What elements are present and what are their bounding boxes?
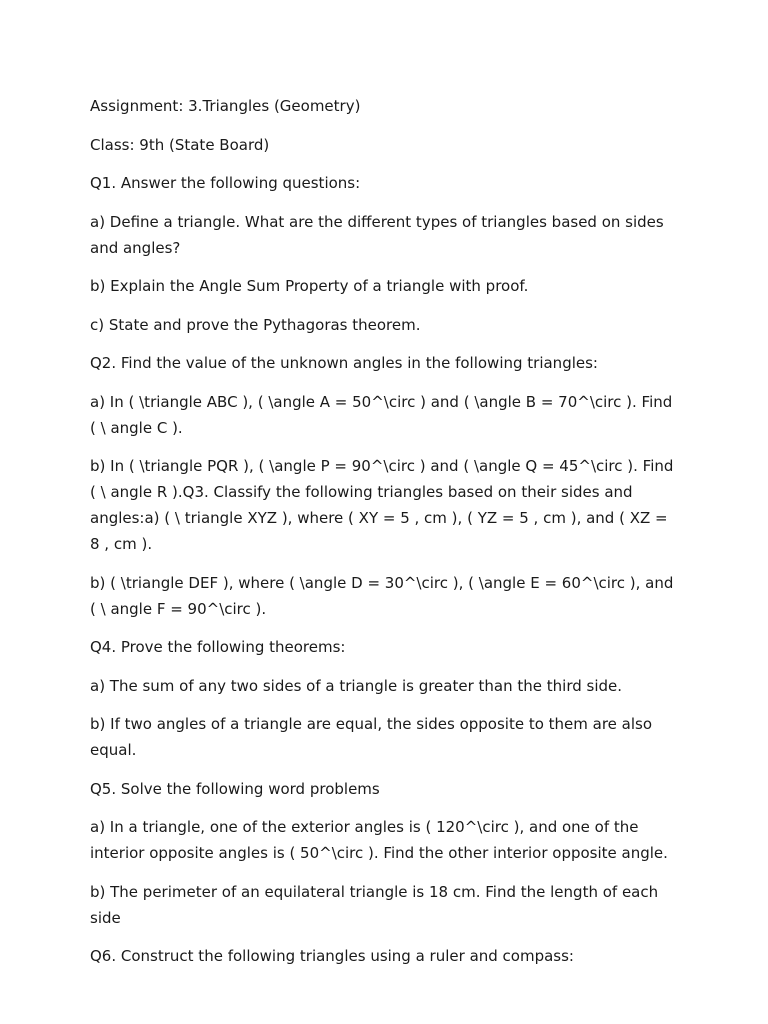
q4-part-b: b) If two angles of a triangle are equal, the sides opposite to them are also equal. <box>90 715 653 759</box>
q2-heading: Q2. Find the value of the unknown angles in the following triangles: <box>90 354 598 372</box>
q1-part-b: b) Explain the Angle Sum Property of a triangle with proof. <box>90 277 529 295</box>
assignment-title: Assignment: 3.Triangles (Geometry) <box>90 97 361 115</box>
q5-part-b: b) The perimeter of an equilateral triangle is 18 cm. Find the length of each side <box>90 882 659 927</box>
q4-heading: Q4. Prove the following theorems: <box>90 638 346 656</box>
q5-part-a: a) In a triangle, one of the exterior angles is ( 120^\circ ), and one of the interior opposite angles is ( 50^\circ ). Find the other interior opposite angle. <box>90 818 668 862</box>
q2-part-a: a) In ( \triangle ABC ), ( \angle A = 50^\circ ) and ( \angle B = 70^\circ ). Find ( \ angle C ). <box>90 392 673 437</box>
q1-part-c: c) State and prove the Pythagoras theorem. <box>90 315 421 334</box>
q1-heading: Q1. Answer the following questions: <box>90 174 361 192</box>
q1-part-a: a) Define a triangle. What are the different types of triangles based on sides and angles? <box>90 212 664 257</box>
q4-part-a: a) The sum of any two sides of a triangle is greater than the third side. <box>90 676 623 695</box>
q6-heading: Q6. Construct the following triangles using a ruler and compass: <box>90 947 574 965</box>
document-page <box>90 93 680 982</box>
q2-part-b-q3-part-a: b) In ( \triangle PQR ), ( \angle P = 90^\circ ) and ( \angle Q = 45^\circ ). Find ( \ angle R ).Q3. Classify the following triangles based on their sides and angles:a) ( \ triangle XYZ ), where ( XY = 5 , cm ), ( YZ = 5 , cm ), and ( XZ = 8 , cm ). <box>90 457 674 553</box>
q3-part-b: b) ( \triangle DEF ), where ( \angle D = 30^\circ ), ( \angle E = 60^\circ ), and ( \ angle F = 90^\circ ). <box>90 573 674 618</box>
q5-heading: Q5. Solve the following word problems <box>90 779 380 798</box>
class-label: Class: 9th (State Board) <box>90 135 270 154</box>
